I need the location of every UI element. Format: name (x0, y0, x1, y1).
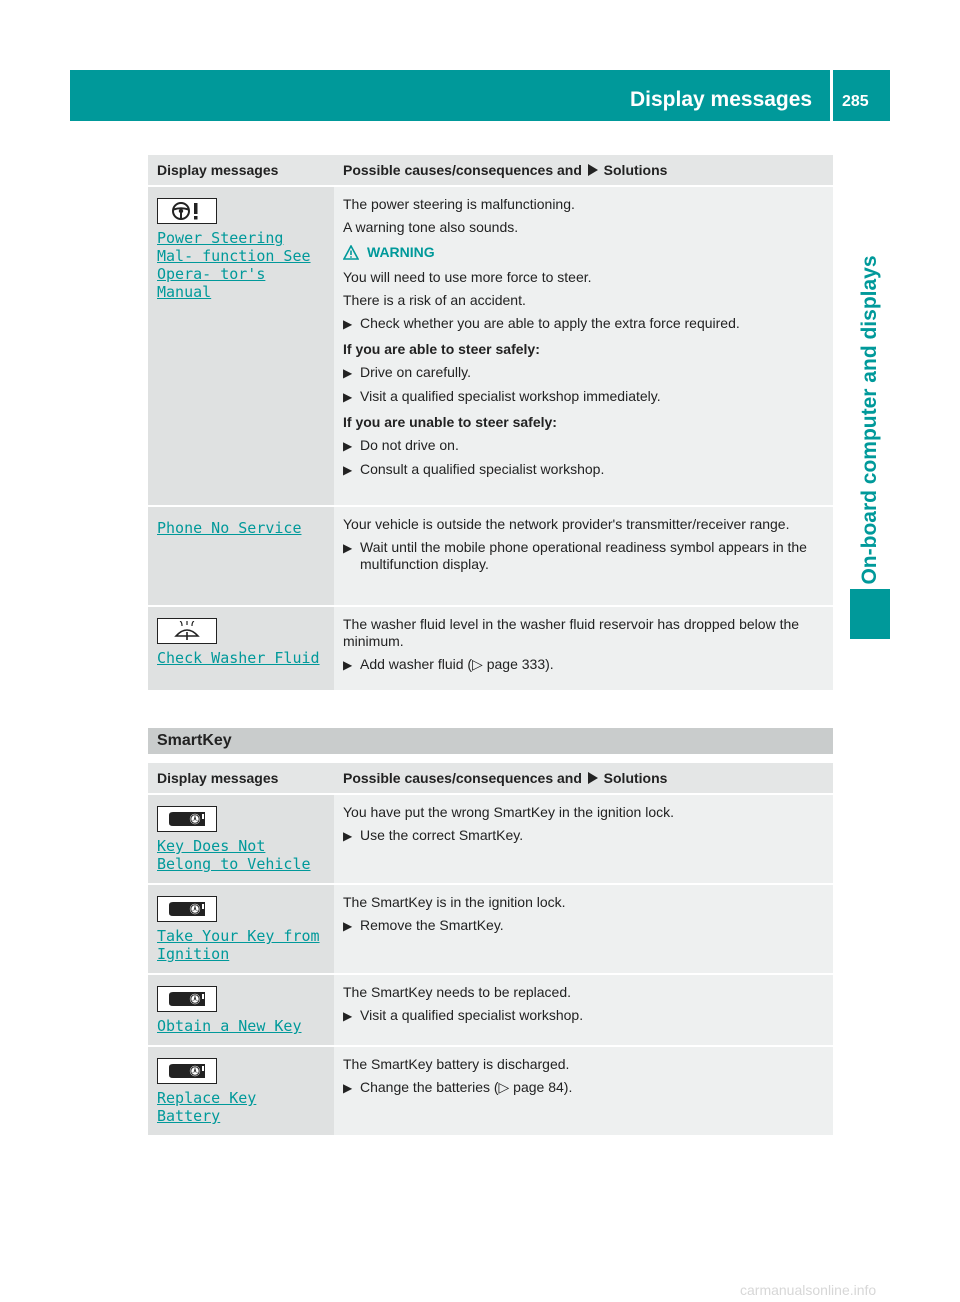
display-messages-table (148, 155, 833, 692)
message-cell (148, 606, 334, 691)
message-cell (148, 506, 334, 606)
display-message-text: Phone No Service (157, 519, 302, 537)
step-arrow-icon: ▶ (343, 463, 353, 477)
step-arrow-icon: ▶ (343, 658, 353, 672)
message-cell (148, 974, 334, 1046)
step-text: Use the correct SmartKey. (360, 827, 524, 843)
chapter-tab-marker (850, 589, 890, 639)
step-arrow-icon: ▶ (343, 317, 353, 331)
smartkey-icon (157, 986, 217, 1012)
step-text: Wait until the mobile phone operational readiness symbol appears in the multifunction display. (360, 539, 807, 572)
step-arrow-icon: ▶ (343, 366, 353, 380)
cause-text: You have put the wrong SmartKey in the ignition lock. (343, 804, 675, 820)
solution-cell (334, 186, 833, 506)
column-header-solutions-text: Solutions (603, 770, 668, 786)
cause-text: The SmartKey needs to be replaced. (343, 984, 572, 1000)
warning-detail: There is a risk of an accident. (343, 292, 526, 308)
table-header-row (148, 155, 833, 186)
smartkey-icon (157, 806, 217, 832)
step-text: Drive on carefully. (360, 364, 472, 380)
solution-cell (334, 1046, 833, 1136)
solution-arrow-icon (588, 164, 598, 176)
solution-step (343, 437, 827, 455)
cause-text: Your vehicle is outside the network provider's transmitter/receiver range. (343, 516, 790, 532)
solution-step (343, 1007, 827, 1025)
header-separator (830, 70, 833, 121)
solution-cell (334, 794, 833, 884)
chapter-tab-label: On-board computer and displays (858, 255, 881, 585)
table-row (148, 506, 833, 606)
step-arrow-icon: ▶ (343, 439, 353, 453)
step-arrow-icon: ▶ (343, 1081, 353, 1095)
table-row (148, 1046, 833, 1136)
steering-warning-icon (157, 198, 217, 224)
message-cell (148, 794, 334, 884)
table-row (148, 884, 833, 974)
smartkey-messages-table (148, 763, 833, 1137)
display-message-text: Power Steering Mal‐ function See Opera‐ tor's Manual (157, 229, 311, 301)
warning-detail: You will need to use more force to steer. (343, 269, 592, 285)
table-row (148, 186, 833, 506)
cause-text: A warning tone also sounds. (343, 219, 519, 235)
display-message-text: Take Your Key from Ignition (157, 927, 320, 963)
header-title: Display messages (630, 88, 813, 111)
column-header-causes (334, 155, 833, 186)
message-cell (148, 884, 334, 974)
solution-step (343, 656, 827, 674)
display-message-text: Check Washer Fluid (157, 649, 320, 667)
display-message-text: Replace Key Battery (157, 1089, 257, 1125)
table-row (148, 974, 833, 1046)
watermark: carmanualsonline.info (740, 1282, 877, 1298)
cause-text: The SmartKey battery is discharged. (343, 1056, 570, 1072)
smartkey-icon (157, 1058, 217, 1084)
display-message-text: Key Does Not Belong to Vehicle (157, 837, 311, 873)
condition-heading: If you are unable to steer safely: (343, 414, 557, 430)
smartkey-icon (157, 896, 217, 922)
column-header-causes-text: Possible causes/consequences and (343, 770, 582, 786)
solution-step (343, 827, 827, 845)
step-arrow-icon: ▶ (343, 919, 353, 933)
solution-step (343, 388, 827, 406)
table-row (148, 606, 833, 691)
step-text: Check whether you are able to apply the extra force required. (360, 315, 740, 331)
solution-step (343, 539, 827, 573)
solution-step (343, 1079, 827, 1097)
column-header-display-messages: Display messages (148, 763, 334, 794)
column-header-solutions-text: Solutions (603, 162, 668, 178)
column-header-causes (334, 763, 833, 794)
table-row (148, 794, 833, 884)
condition-heading: If you are able to steer safely: (343, 341, 540, 357)
step-text: Add washer fluid (▷ page 333). (360, 656, 554, 672)
cause-text: The SmartKey is in the ignition lock. (343, 894, 566, 910)
warning-triangle-icon (343, 245, 359, 260)
solution-cell (334, 974, 833, 1046)
page-header (70, 70, 890, 121)
message-cell (148, 1046, 334, 1136)
solution-step (343, 461, 827, 479)
cause-text: The washer fluid level in the washer fluid reservoir has dropped below the minimum. (343, 616, 800, 649)
step-text: Do not drive on. (360, 437, 459, 453)
solution-step (343, 364, 827, 382)
column-header-display-messages: Display messages (148, 155, 334, 186)
warning-text: WARNING (367, 244, 435, 260)
table-header-row (148, 763, 833, 794)
solution-cell (334, 884, 833, 974)
display-message-text: Obtain a New Key (157, 1017, 302, 1035)
step-text: Visit a qualified specialist workshop. (360, 1007, 584, 1023)
column-header-causes-text: Possible causes/consequences and (343, 162, 582, 178)
cause-text: The power steering is malfunctioning. (343, 196, 575, 212)
step-text: Consult a qualified specialist workshop. (360, 461, 605, 477)
solution-arrow-icon (588, 772, 598, 784)
step-arrow-icon: ▶ (343, 1009, 353, 1023)
page-number: 285 (842, 93, 869, 110)
step-arrow-icon: ▶ (343, 541, 353, 555)
step-arrow-icon: ▶ (343, 829, 353, 843)
step-text: Remove the SmartKey. (360, 917, 504, 933)
step-text: Change the batteries (▷ page 84). (360, 1079, 573, 1095)
step-text: Visit a qualified specialist workshop immediately. (360, 388, 661, 404)
section-title: SmartKey (148, 728, 833, 754)
solution-cell (334, 506, 833, 606)
solution-step (343, 917, 827, 935)
warning-label (343, 244, 827, 261)
solution-step (343, 315, 827, 333)
washer-fluid-icon (157, 618, 217, 644)
message-cell (148, 186, 334, 506)
step-arrow-icon: ▶ (343, 390, 353, 404)
solution-cell (334, 606, 833, 691)
